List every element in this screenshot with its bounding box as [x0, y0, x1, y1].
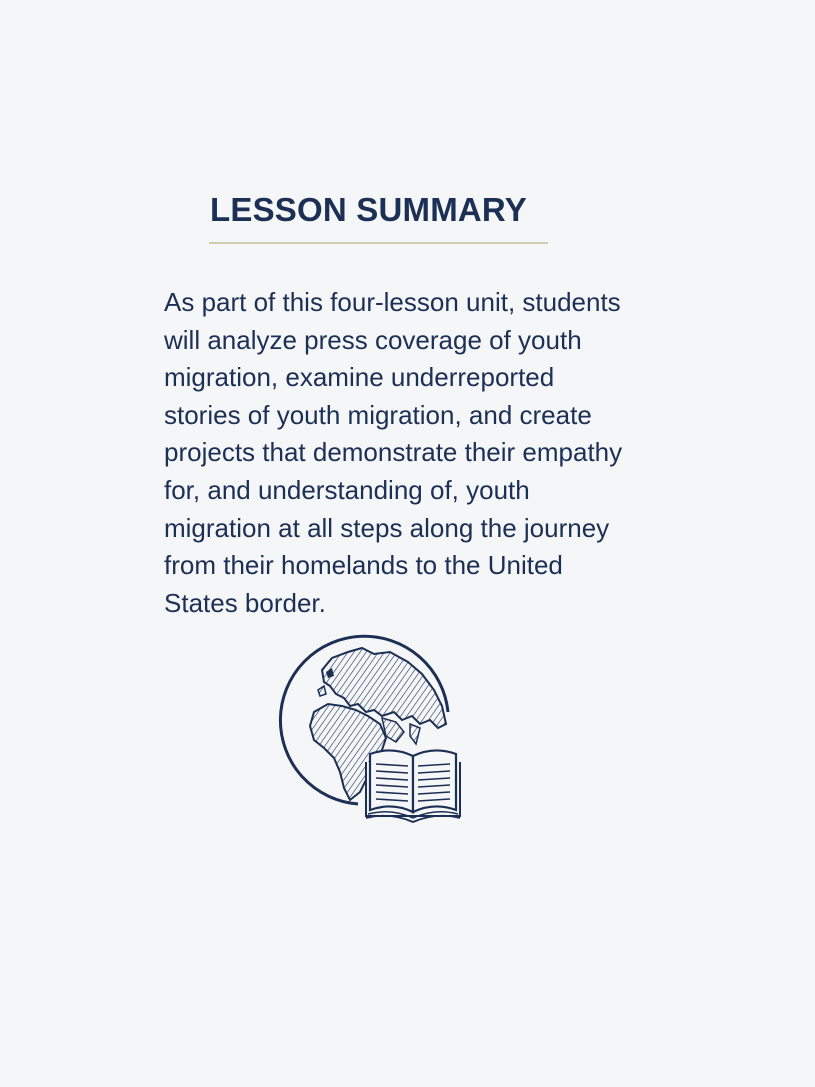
summary-line: States border. — [164, 587, 326, 618]
summary-line: As part of this four-lesson unit, students — [164, 287, 621, 317]
summary-line: migration at all steps along the journey — [164, 512, 610, 543]
summary-line: for, and understanding of, youth — [164, 474, 530, 505]
summary-line: migration, examine underreported — [164, 362, 555, 393]
section-heading: LESSON SUMMARY — [210, 191, 527, 228]
summary-line: will analyze press coverage of youth — [164, 324, 582, 355]
summary-line: from their homelands to the United — [164, 550, 563, 581]
summary-line: stories of youth migration, and create — [164, 399, 592, 430]
globe-with-open-book-icon — [270, 632, 470, 827]
summary-line: projects that demonstrate their empathy — [164, 437, 623, 468]
summary-paragraph — [164, 284, 664, 622]
heading-underline — [209, 242, 548, 244]
